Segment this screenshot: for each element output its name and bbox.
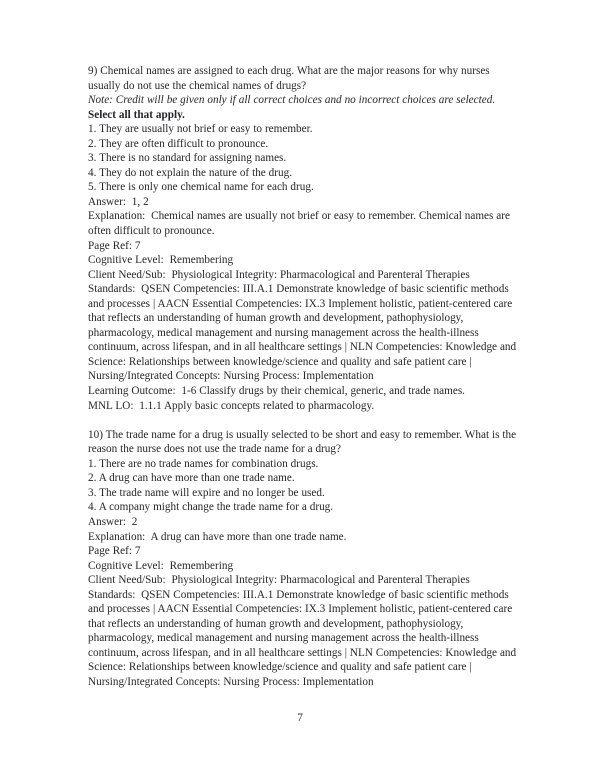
page-content: [88, 64, 520, 690]
page-number: 7: [297, 712, 303, 724]
explanation-line: Explanation: A drug can have more than one trade name.: [88, 530, 347, 543]
choice-item: 1. They are usually not brief or easy to remember.: [88, 123, 313, 136]
explanation-line: Explanation: Chemical names are usually not brief or easy to remember. Chemical names are often difficult to pronounce.: [88, 210, 513, 238]
question-instruction: Select all that apply.: [88, 108, 185, 121]
standards-line: Standards: QSEN Competencies: III.A.1 Demonstrate knowledge of basic scientific methods and processes | AACN Essential Competencies: IX.3 Implement holistic, patient-centered care that reflects an understanding of human growth and development, pathophysiology, pharmacology, medical management and nursing management across the health-illness continuum, across lifespan, and in all healthcare settings | NLN Competencies: Knowledge and Science: Relationships between knowledge/science and quality and safe patient care | Nursing/Integrated Concepts: Nursing Process: Implementation: [88, 588, 520, 688]
choice-item: 2. A drug can have more than one trade name.: [88, 472, 295, 485]
learning-outcome-line: Learning Outcome: 1-6 Classify drugs by their chemical, generic, and trade names.: [88, 385, 465, 398]
mnl-lo-line: MNL LO: 1.1.1 Apply basic concepts related to pharmacology.: [88, 399, 375, 412]
choice-item: 3. There is no standard for assigning names.: [88, 152, 287, 165]
choice-item: 5. There is only one chemical name for each drug.: [88, 181, 314, 194]
question-stem: 9) Chemical names are assigned to each drug. What are the major reasons for why nurses usually do not use the chemical names of drugs?: [88, 65, 493, 92]
client-need-line: Client Need/Sub: Physiological Integrity: Pharmacological and Parenteral Therapies: [88, 574, 470, 587]
question-stem: 10) The trade name for a drug is usually selected to be short and easy to remember. What is the reason the nurse does not use the trade name for a drug?: [88, 428, 519, 456]
page-ref-line: Page Ref: 7: [88, 545, 141, 558]
choice-item: 2. They are often difficult to pronounce.: [88, 137, 269, 150]
question-block-10: [88, 428, 520, 690]
answer-line: Answer: 1, 2: [88, 195, 149, 208]
answer-line: Answer: 2: [88, 515, 138, 528]
choice-item: 1. There are no trade names for combination drugs.: [88, 457, 319, 470]
standards-line: Standards: QSEN Competencies: III.A.1 Demonstrate knowledge of basic scientific methods and processes | AACN Essential Competencies: IX.3 Implement holistic, patient-centered care that reflects an understanding of human growth and development, pathophysiology, pharmacology, medical management and nursing management across the health-illness continuum, across lifespan, and in all healthcare settings | NLN Competencies: Knowledge and Science: Relationships between knowledge/science and quality and safe patient care | Nursing/Integrated Concepts: Nursing Process: Implementation: [88, 283, 520, 383]
question-separator: [88, 413, 517, 428]
cognitive-level-line: Cognitive Level: Remembering: [88, 254, 234, 267]
question-note: Note: Credit will be given only if all correct choices and no incorrect choices are selected.: [88, 94, 496, 107]
cognitive-level-line: Cognitive Level: Remembering: [88, 559, 234, 572]
question-block-9: [88, 64, 520, 413]
choice-item: 3. The trade name will expire and no longer be used.: [88, 486, 325, 499]
page-ref-line: Page Ref: 7: [88, 239, 141, 252]
client-need-line: Client Need/Sub: Physiological Integrity: Pharmacological and Parenteral Therapies: [88, 268, 470, 281]
choice-item: 4. A company might change the trade name for a drug.: [88, 501, 334, 514]
choice-item: 4. They do not explain the nature of the drug.: [88, 166, 293, 179]
